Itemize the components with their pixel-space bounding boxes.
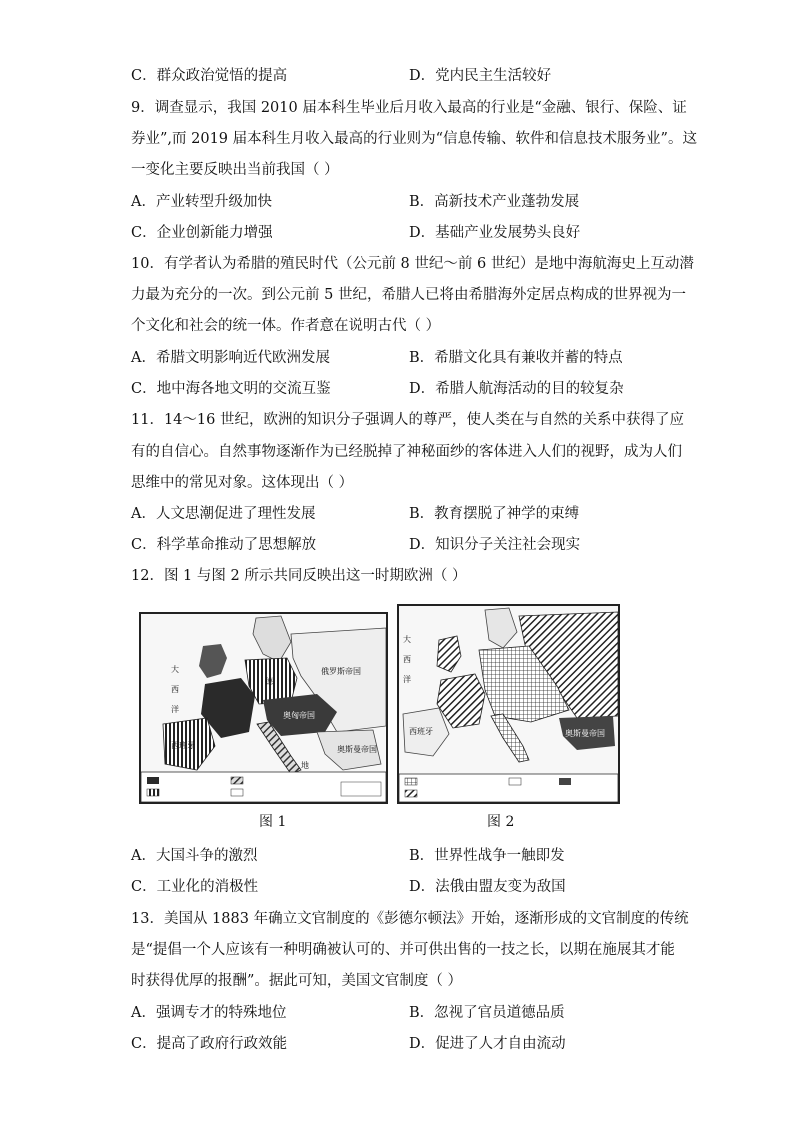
figure-2-caption: 图 2 (487, 814, 515, 830)
q12-option-b: B．世界性战争一触即发 (409, 848, 565, 864)
map2-label-ocean-1: 大 (403, 635, 411, 644)
map1-label-ocean-3: 洋 (171, 705, 179, 714)
q9-stem-line1: 9．调查显示，我国 2010 届本科生毕业后月收入最高的行业是“金融、银行、保险、证 (131, 100, 687, 116)
q13-option-b: B．忽视了官员道德品质 (409, 1005, 565, 1021)
q10-option-b: B．希腊文化具有兼收并蓄的特点 (409, 350, 623, 366)
figure-2-map (397, 604, 620, 804)
map2-label-ottoman: 奥斯曼帝国 (565, 729, 605, 738)
map1-label-spain: 西班牙 (171, 741, 195, 750)
q9-stem-line2: 券业”,而 2019 届本科生月收入最高的行业则为“信息传输、软件和信息技术服务业”。这 (131, 131, 697, 147)
q13-stem-line2: 是“提倡一个人应该有一种明确被认可的、并可供出售的一技之长，以期在施展其才能 (131, 942, 675, 958)
map2-label-ocean-3: 洋 (403, 675, 411, 684)
q9-option-c: C．企业创新能力增强 (131, 225, 273, 241)
q9-option-a: A．产业转型升级加快 (131, 194, 272, 210)
q8-option-d: D．党内民主生活较好 (409, 68, 552, 84)
q12-stem-line1: 12．图 1 与图 2 所示共同反映出这一时期欧洲（ ） (131, 568, 467, 584)
q10-option-c: C．地中海各地文明的交流互鉴 (131, 381, 331, 397)
figure-1-map (139, 612, 388, 804)
map2-label-ocean-2: 西 (403, 655, 411, 664)
map1-label-bottom: 地 (301, 761, 309, 770)
q13-stem-line3: 时获得优厚的报酬”。据此可知，美国文官制度（ ） (131, 973, 463, 989)
map1-label-germany: 德 (265, 677, 273, 686)
q12-option-d: D．法俄由盟友变为敌国 (409, 879, 566, 895)
q8-option-c: C．群众政治觉悟的提高 (131, 68, 288, 84)
map1-label-austria: 奥匈帝国 (283, 711, 315, 720)
q11-stem-line1: 11．14～16 世纪，欧洲的知识分子强调人的尊严，使人类在与自然的关系中获得了应 (131, 412, 684, 428)
map2-legend (399, 774, 618, 802)
q11-option-d: D．知识分子关注社会现实 (409, 537, 581, 553)
q10-option-a: A．希腊文明影响近代欧洲发展 (131, 350, 330, 366)
q11-stem-line3: 思维中的常见对象。这体现出（ ） (131, 475, 354, 491)
q10-stem-line1: 10．有学者认为希腊的殖民时代（公元前 8 世纪～前 6 世纪）是地中海航海史上互动潜 (131, 256, 694, 272)
q10-option-d: D．希腊人航海活动的目的较复杂 (409, 381, 624, 397)
map1-label-ocean-2: 西 (171, 685, 179, 694)
q10-stem-line3: 个文化和社会的统一体。作者意在说明古代（ ） (131, 318, 441, 334)
q12-option-a: A．大国斗争的激烈 (131, 848, 258, 864)
q13-stem-line1: 13．美国从 1883 年确立文官制度的《彭德尔顿法》开始，逐渐形成的文官制度的传统 (131, 911, 689, 927)
q13-option-c: C．提高了政府行政效能 (131, 1036, 288, 1052)
map1-label-ottoman: 奥斯曼帝国 (337, 745, 377, 754)
q11-option-c: C．科学革命推动了思想解放 (131, 537, 317, 553)
q10-stem-line2: 力最为充分的一次。到公元前 5 世纪，希腊人已将由希腊海外定居点构成的世界视为一 (131, 287, 686, 303)
q12-option-c: C．工业化的消极性 (131, 879, 259, 895)
map1-label-russia: 俄罗斯帝国 (321, 667, 361, 676)
map1-label-ocean-1: 大 (171, 665, 179, 674)
q11-option-b: B．教育摆脱了神学的束缚 (409, 506, 580, 522)
figure-1-caption: 图 1 (259, 814, 287, 830)
q9-stem-line3: 一变化主要反映出当前我国（ ） (131, 162, 339, 178)
q11-option-a: A．人文思潮促进了理性发展 (131, 506, 316, 522)
q13-option-a: A．强调专才的特殊地位 (131, 1005, 287, 1021)
q9-option-d: D．基础产业发展势头良好 (409, 225, 581, 241)
q11-stem-line2: 有的自信心。自然事物逐渐作为已经脱掉了神秘面纱的客体进入人们的视野，成为人们 (131, 444, 682, 460)
map2-label-spain: 西班牙 (409, 727, 433, 736)
q13-option-d: D．促进了人才自由流动 (409, 1036, 566, 1052)
q9-option-b: B．高新技术产业蓬勃发展 (409, 194, 580, 210)
